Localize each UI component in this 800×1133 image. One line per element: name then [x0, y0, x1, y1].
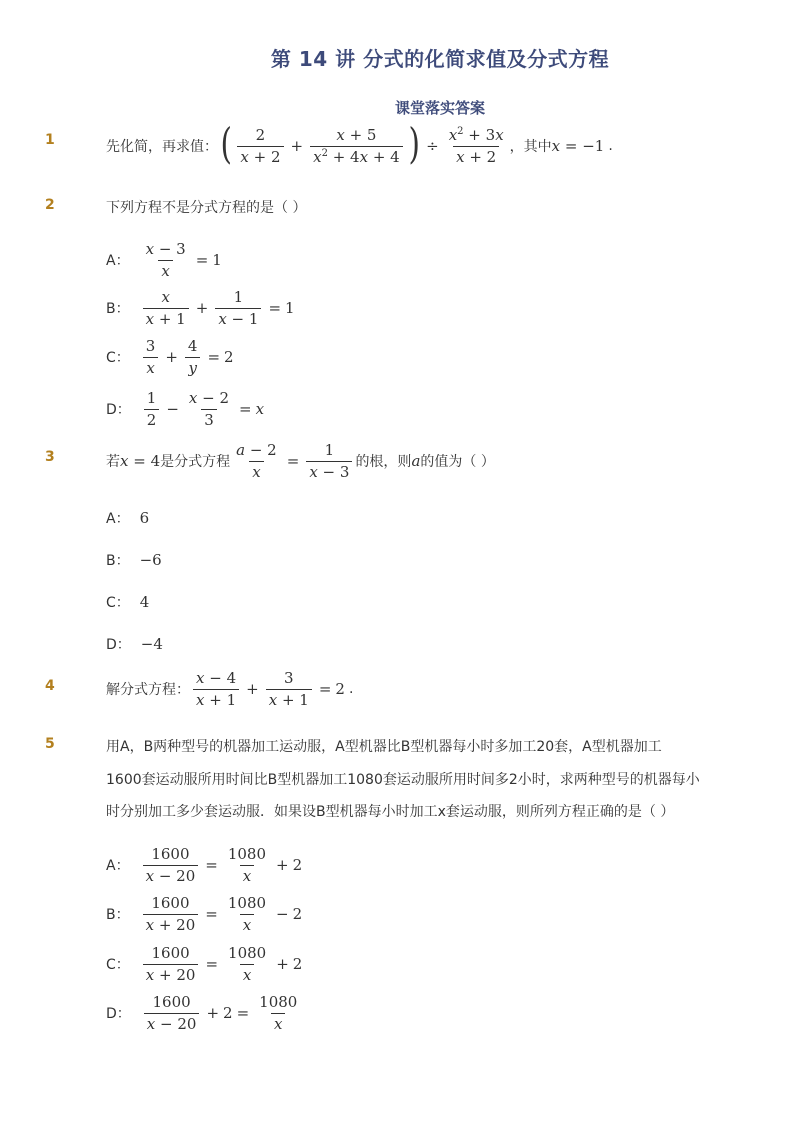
question-4: 解分式方程： $\frac{x - 4}{x + 1}$ + $\frac{3}{x + 1}$ = 2 . [106, 668, 354, 709]
q3-option-d[interactable]: D： −4 [106, 635, 163, 653]
question-number-2: 2 [45, 197, 55, 213]
question-3-stem: 若 x = 4 是分式方程 $\frac{a - 2}{x}$ = $\frac{1}{x - 3}$ 的根，则 a 的值为（ ） [106, 440, 495, 481]
q2-option-a[interactable]: A： $\frac{x - 3}{x}$ = 1 [106, 239, 222, 280]
q1-prefix: 先化简，再求值： [106, 139, 218, 155]
q3-option-c[interactable]: C： 4 [106, 593, 150, 611]
q5-option-a[interactable]: A： $\frac{1600}{x - 20}$ = $\frac{1080}{x}$ + 2 [106, 844, 303, 885]
q2-option-c[interactable]: C： $\frac{3}{x}$ + $\frac{4}{y}$ = 2 [106, 336, 234, 377]
question-1: 先化简，再求值： ( $\frac{2}{x + 2}$ + $\frac{x + 5}{x^2 + 4x + 4}$ ) ÷ $\frac{x^2 + 3x}{x + 2}$ ，其中 x = −1 . [106, 119, 613, 168]
question-number-5: 5 [45, 736, 55, 752]
q2-option-b[interactable]: B： $\frac{x}{x + 1}$ + $\frac{1}{x - 1}$ = 1 [106, 287, 295, 328]
page-title: 第 14 讲 分式的化简求值及分式方程 [270, 47, 610, 71]
q3-option-a[interactable]: A： 6 [106, 509, 150, 527]
q5-option-b[interactable]: B： $\frac{1600}{x + 20}$ = $\frac{1080}{x}$ − 2 [106, 893, 303, 934]
section-subtitle: 课堂落实答案 [394, 99, 485, 117]
q3-option-b[interactable]: B： −6 [106, 551, 162, 569]
question-number-3: 3 [45, 449, 55, 465]
q5-stem-line-3: 时分别加工多少套运动服．如果设B型机器每小时加工x套运动服，则所列方程正确的是（ ） [106, 804, 675, 820]
q1-expression: ( $\frac{2}{x + 2}$ + $\frac{x + 5}{x^2 + 4x + 4}$ ) ÷ $\frac{x^2 + 3x}{x + 2}$ [220, 119, 504, 168]
q2-option-d[interactable]: D： $\frac{1}{2}$ − $\frac{x - 2}{3}$ = x [106, 388, 265, 429]
question-number-1: 1 [45, 132, 55, 148]
q1-condition: x = −1 [551, 137, 605, 155]
question-2-stem: 下列方程不是分式方程的是（ ） [106, 200, 307, 216]
q5-option-c[interactable]: C： $\frac{1600}{x + 20}$ = $\frac{1080}{x}$ + 2 [106, 943, 303, 984]
q5-stem-line-2: 1600套运动服所用时间比B型机器加工1080套运动服所用时间多2小时，求两种型号的机器每小 [106, 772, 700, 788]
q5-stem-line-1: 用A，B两种型号的机器加工运动服，A型机器比B型机器每小时多加工20套，A型机器加工 [106, 739, 662, 755]
q1-suffix: ，其中 [509, 139, 552, 155]
q5-option-d[interactable]: D： $\frac{1600}{x - 20}$ + 2 = $\frac{1080}{x}$ [106, 992, 298, 1033]
question-number-4: 4 [45, 678, 55, 694]
